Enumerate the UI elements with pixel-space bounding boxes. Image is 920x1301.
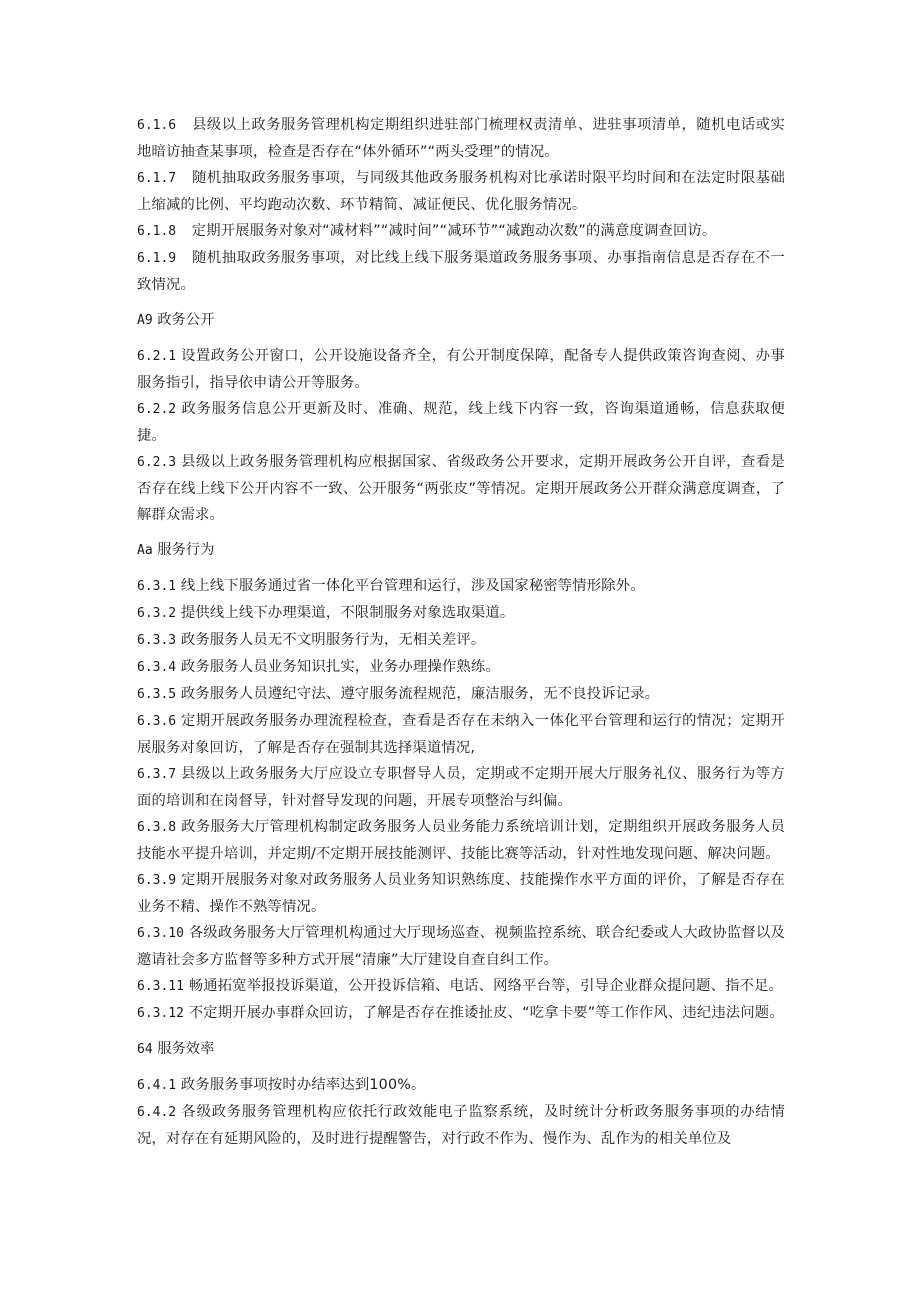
clause-6-3-1 xyxy=(137,573,785,600)
clause-6-4-2 xyxy=(137,1099,785,1152)
clause-text: 不定期开展办事群众回访，了解是否存在推诿扯皮、“吃拿卡要”等工作作风、违纪违法问题。 xyxy=(188,1005,784,1021)
heading-number: Aa xyxy=(137,543,153,558)
clause-number: 6.2.2 xyxy=(137,402,177,417)
clause-text: 政务服务大厅管理机构制定政务服务人员业务能力系统培训计划，定期组织开展政务服务人员技能水平提升培训，并定期/不定期开展技能测评、技能比赛等活动，针对性地发现问题、解决问题。 xyxy=(137,819,785,862)
clause-number: 6.3.11 xyxy=(137,979,184,994)
heading-text: 服务行为 xyxy=(157,542,215,558)
clause-6-1-7 xyxy=(137,165,785,218)
clause-number: 6.2.1 xyxy=(137,349,177,364)
clause-6-3-9 xyxy=(137,867,785,920)
clause-number: 6.3.9 xyxy=(137,873,177,888)
clause-text: 政务服务信息公开更新及时、准确、规范，线上线下内容一致，咨询渠道通畅，信息获取便捷。 xyxy=(137,401,785,444)
heading-number: 64 xyxy=(137,1042,153,1057)
section-heading xyxy=(137,307,785,334)
clause-number: 6.1.8 xyxy=(137,224,177,239)
heading-number: A9 xyxy=(137,313,153,328)
clause-6-3-3 xyxy=(137,627,785,654)
clause-text: 政务服务事项按时办结率达到100%。 xyxy=(180,1077,426,1093)
clause-number: 6.1.7 xyxy=(137,171,177,186)
clause-text: 县级以上政务服务大厅应设立专职督导人员，定期或不定期开展大厅服务礼仪、服务行为等方面的培训和在岗督导，针对督导发现的问题，开展专项整治与纠偏。 xyxy=(137,766,785,809)
clause-number: 6.3.3 xyxy=(137,633,177,648)
clause-number: 6.3.8 xyxy=(137,820,177,835)
clause-6-1-8 xyxy=(137,218,785,245)
clause-number: 6.3.5 xyxy=(137,687,177,702)
clause-6-3-10 xyxy=(137,920,785,973)
clause-text: 随机抽取政务服务事项，与同级其他政务服务机构对比承诺时限平均时间和在法定时限基础上缩减的比例、平均跑动次数、环节精简、减证便民、优化服务情况。 xyxy=(137,170,785,213)
clause-text: 县级以上政务服务管理机构定期组织进驻部门梳理权责清单、进驻事项清单，随机电话或实地暗访抽查某事项，检查是否存在“体外循环”“两头受理”的情况。 xyxy=(137,117,785,160)
clause-6-3-5 xyxy=(137,681,785,708)
clause-text: 线上线下服务通过省一体化平台管理和运行，涉及国家秘密等情形除外。 xyxy=(180,578,645,594)
clause-6-3-4 xyxy=(137,654,785,681)
clause-text: 县级以上政务服务管理机构应根据国家、省级政务公开要求，定期开展政务公开自评，查看是否存在线上线下公开内容不一致、公开服务“两张皮”等情况。定期开展政务公开群众满意度调查，了解群众需求。 xyxy=(137,454,785,523)
clause-text: 畅通拓宽举报投诉渠道，公开投诉信箱、电话、网络平台等，引导企业群众提问题、指不足。 xyxy=(188,978,784,994)
heading-text: 政务公开 xyxy=(157,312,215,328)
clause-6-3-7 xyxy=(137,761,785,814)
clause-6-3-11 xyxy=(137,973,785,1000)
document-page xyxy=(137,112,785,1152)
section-6-1 xyxy=(137,112,785,298)
clause-number: 6.3.1 xyxy=(137,579,177,594)
clause-6-1-6 xyxy=(137,112,785,165)
clause-number: 6.3.7 xyxy=(137,767,177,782)
heading-text: 服务效率 xyxy=(157,1041,215,1057)
clause-text: 定期开展服务对象对政务服务人员业务知识熟练度、技能操作水平方面的评价，了解是否存在业务不精、操作不熟等情况。 xyxy=(137,872,785,915)
clause-6-2-2 xyxy=(137,396,785,449)
clause-number: 6.3.10 xyxy=(137,926,184,941)
clause-text: 定期开展政务服务办理流程检查，查看是否存在未纳入一体化平台管理和运行的情况；定期开展服务对象回访，了解是否存在强制其选择渠道情况, xyxy=(137,713,785,756)
clause-text: 提供线上线下办理渠道，不限制服务对象选取渠道。 xyxy=(180,605,515,621)
clause-text: 政务服务人员业务知识扎实，业务办理操作熟练。 xyxy=(180,659,500,675)
clause-number: 6.1.9 xyxy=(137,251,177,266)
clause-6-3-2 xyxy=(137,600,785,627)
clause-number: 6.3.2 xyxy=(137,606,177,621)
clause-number: 6.1.6 xyxy=(137,118,177,133)
clause-number: 6.3.4 xyxy=(137,660,177,675)
section-heading xyxy=(137,537,785,564)
section-6-4 xyxy=(137,1036,785,1152)
clause-text: 各级政务服务管理机构应依托行政效能电子监察系统，及时统计分析政务服务事项的办结情况，对存在有延期风险的，及时进行提醒警告，对行政不作为、慢作为、乱作为的相关单位及 xyxy=(137,1104,785,1147)
clause-text: 政务服务人员遵纪守法、遵守服务流程规范，廉洁服务，无不良投诉记录。 xyxy=(180,686,660,702)
section-6-2 xyxy=(137,307,785,528)
clause-text: 设置政务公开窗口，公开设施设备齐全，有公开制度保障，配备专人提供政策咨询查阅、办事服务指引，指导依申请公开等服务。 xyxy=(137,348,785,391)
section-heading xyxy=(137,1036,785,1063)
clause-6-4-1 xyxy=(137,1072,785,1099)
clause-6-1-9 xyxy=(137,245,785,298)
clause-text: 各级政务服务大厅管理机构通过大厅现场巡查、视频监控系统、联合纪委或人大政协监督以及邀请社会多方监督等多种方式开展“清廉”大厅建设自查自纠工作。 xyxy=(137,925,785,968)
clause-text: 政务服务人员无不文明服务行为，无相关差评。 xyxy=(180,632,486,648)
section-6-3 xyxy=(137,537,785,1027)
clause-6-3-8 xyxy=(137,814,785,867)
clause-6-2-1 xyxy=(137,343,785,396)
clause-number: 6.2.3 xyxy=(137,455,177,470)
clause-6-3-12 xyxy=(137,1000,785,1027)
clause-text: 随机抽取政务服务事项，对比线上线下服务渠道政务服务事项、办事指南信息是否存在不一致情况。 xyxy=(137,250,785,293)
clause-6-3-6 xyxy=(137,708,785,761)
clause-number: 6.3.6 xyxy=(137,714,177,729)
clause-text: 定期开展服务对象对“减材料”“减时间”“减环节”“减跑动次数”的满意度调查回访。 xyxy=(191,223,717,239)
clause-number: 6.4.1 xyxy=(137,1078,177,1093)
clause-number: 6.4.2 xyxy=(137,1105,177,1120)
clause-6-2-3 xyxy=(137,449,785,528)
clause-number: 6.3.12 xyxy=(137,1006,184,1021)
